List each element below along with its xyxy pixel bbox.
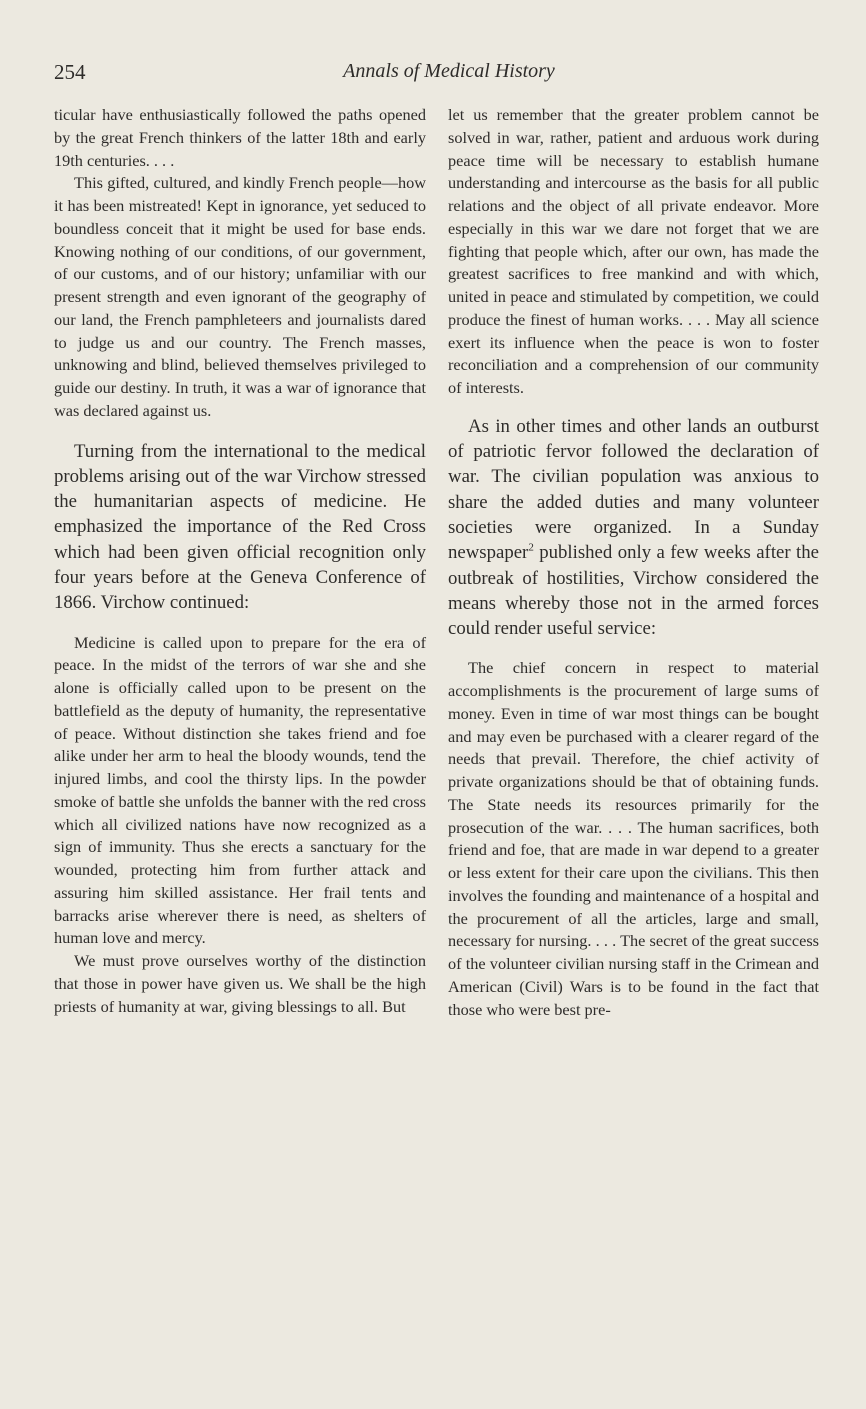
body-text: published only a few weeks after the outbreak of hostilities, Virchow considered the means whereby those not in the armed forces could render useful service: [448,542,819,640]
quote-paragraph-3: Medicine is called upon to prepare for the era of peace. In the midst of the terrors of war she and she alone is officially called upon to be present on the battlefield as the deputy of humanity, the representative of peace. Without distinction she takes friend and foe alike under her arm to heal the bloody wounds, tend the injured limbs, and cool the thirsty lips. In the powder smoke of battle she unfolds the banner with the red cross which all civilized nations have now recognized as a sign of immunity. Thus she erects a sanctuary for the wounded, protecting him from further attack and assuring him skilled assistance. Her frail tents and barracks arise wherever there is need, as shelters of human love and mercy. [54,632,426,948]
quote-paragraph-5: let us remember that the greater problem cannot be solved in war, rather, patient and arduous work during peace time will be necessary to establish humane understanding and intercourse as the basis for all public relations and the object of all private endeavor. More especially in this war we dare not forget that we are fighting that people which, after our own, has made the greatest sacrifices to free mankind and with which, united in peace and stimulated by competition, we could produce the finest of human works. . . . May all science exert its influence when the peace is won to foster reconciliation and a comprehension of our community of interests. [448,105,819,397]
right-column [448,104,819,1021]
footnote-ref[interactable]: 2 [528,541,534,554]
body-paragraph-1: Turning from the international to the medical problems arising out of the war Virchow stressed the humanitarian aspects of medicine. He emphasized the importance of the Red Cross which had been given official recognition only four years before at the Geneva Conference of 1866. Virchow continued: [54,440,426,614]
quote-paragraph-4: We must prove ourselves worthy of the distinction that those in power have given us. We shall be the high priests of humanity at war, giving blessings to all. But [54,951,426,1016]
running-title: Annals of Medical History [343,60,555,82]
quote-paragraph-6: The chief concern in respect to material accomplishments is the procurement of large sums of money. Even in time of war most things can be bought and may even be purchased with a clearer regard of the needs that prevail. Therefore, the chief activity of private organizations should be that of obtaining funds. The State needs its resources primarily for the prosecution of the war. . . . The human sacrifices, both friend and foe, that are made in war depend to a greater or less extent for their care upon the civilians. This then involves the founding and maintenance of a hospital and the procurement of all the articles, large and small, necessary for nursing. . . . The secret of the great success of the volunteer civilian nursing staff in the Crimean and American (Civil) Wars is to be found in the fact that those who were best pre- [448,658,819,1019]
page-number: 254 [54,60,86,84]
left-column [54,104,426,1018]
body-text: As in other times and other lands an outburst of patriotic fervor followed the declaration of war. The civilian population was anxious to share the added duties and many volunteer societies were organized. In a Sunday newspaper [448,415,819,564]
body-paragraph-2 [448,414,819,642]
page-header [54,60,814,90]
quote-paragraph-1: ticular have enthusiastically followed the paths opened by the great French thinkers of the latter 18th and early 19th centuries. . . . [54,105,426,170]
quote-paragraph-2: This gifted, cultured, and kindly French people—how it has been mistreated! Kept in ignorance, yet seduced to boundless conceit that it might be used for base ends. Knowing nothing of our conditions, of our government, of our customs, and of our history; unfamiliar with our present strength and even ignorant of the geography of our land, the French pamphleteers and journalists dared to judge us and our country. The French masses, unknowing and blind, believed themselves privileged to guide our destiny. In truth, it was a war of ignorance that was declared against us. [54,173,426,420]
